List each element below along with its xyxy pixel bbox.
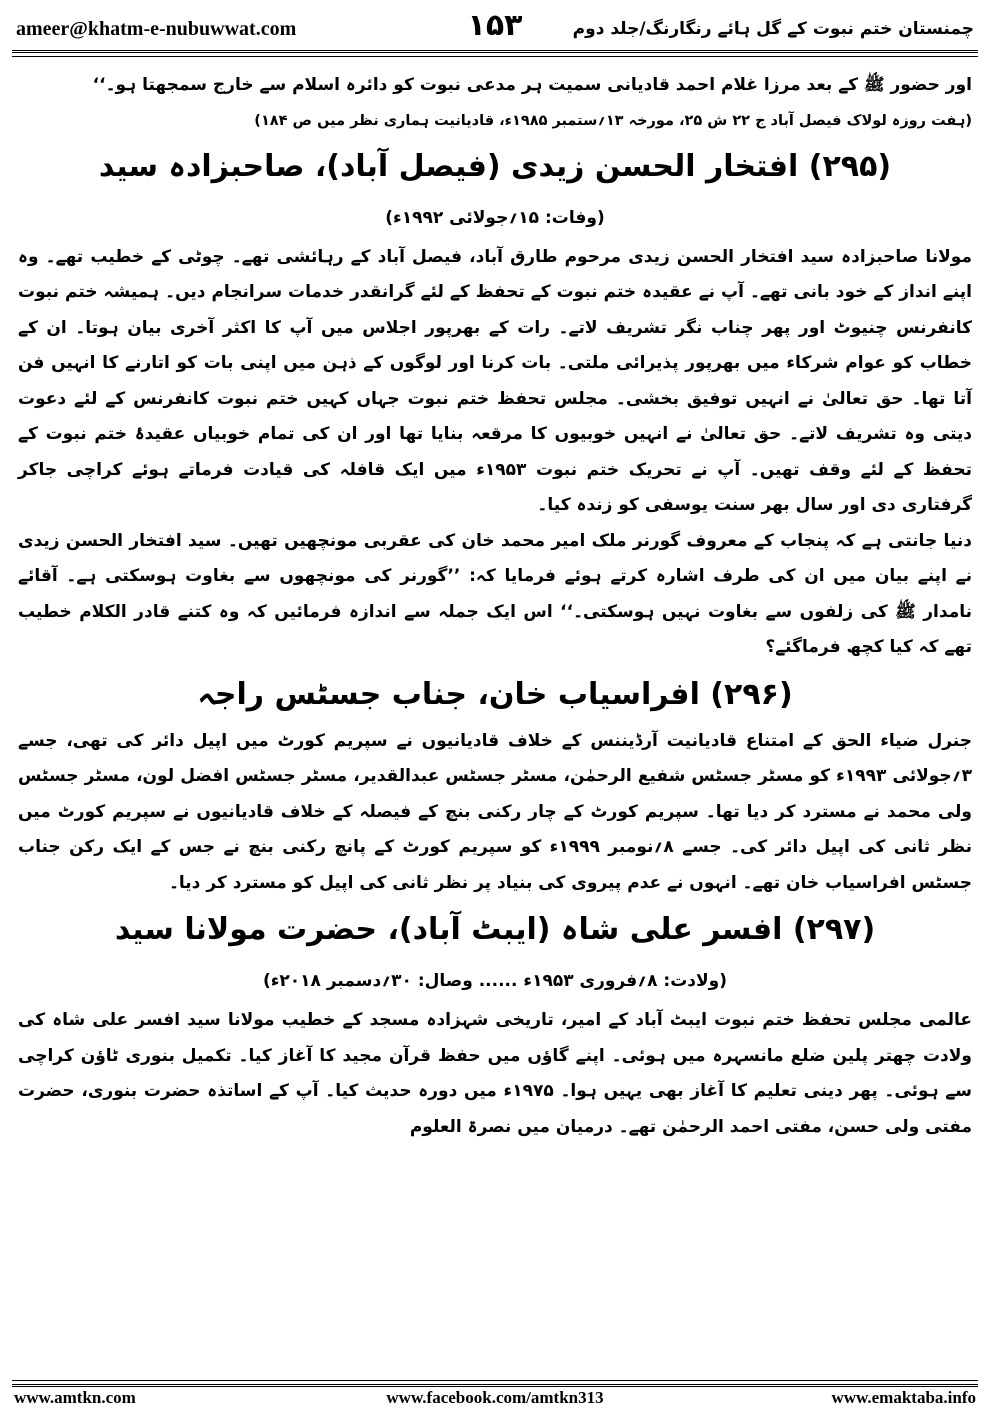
footer-link-facebook[interactable]: www.facebook.com/amtkn313 <box>386 1388 604 1407</box>
page-footer <box>14 1386 976 1416</box>
section-dates: (وفات: ۱۵؍جولائی ۱۹۹۲ء) <box>385 207 605 228</box>
section-heading: (۲۹۵) افتخار الحسن زیدی (فیصل آباد)، صاحبزادہ سید <box>98 148 892 184</box>
header-rule <box>12 50 978 57</box>
section-heading: (۲۹۶) افراسیاب خان، جناب جسٹس راجہ <box>197 676 793 712</box>
page-number: ۱۵۳ <box>467 8 523 43</box>
section-paragraph: عالمی مجلس تحفظ ختم نبوت ایبٹ آباد کے امیر، تاریخی شہزادہ مسجد کے خطیب مولانا سید افسر علی شاہ کی ولادت چھتر پلین ضلع مانسہرہ میں ہوئی۔ اپنے گاؤں میں حفظ قرآن مجید کا آغاز کیا۔ تکمیل بنوری ٹاؤن کراچی سے ہوئی۔ پھر دینی تعلیم کا آغاز بھی یہیں ہوا۔ ۱۹۷۵ء میں دورہ حدیث کیا۔ آپ کے اساتذہ حضرت بنوری، حضرت مفتی ولی حسن، مفتی احمد الرحمٰن تھے۔ درمیان میں نصرۃ العلوم <box>18 1010 972 1137</box>
section-paragraph: جنرل ضیاء الحق کے امتناع قادیانیت آرڈیننس کے خلاف قادیانیوں نے سپریم کورٹ میں اپیل دائر کی تھی، جسے ۳؍جولائی ۱۹۹۳ء کو مسٹر جسٹس شفیع الرحمٰن، مسٹر جسٹس عبدالقدیر، مسٹر جسٹس افضل لون، مسٹر جسٹس ولی محمد نے مسترد کر دیا تھا۔ سپریم کورٹ کے چار رکنی بنچ کے فیصلہ کے خلاف قادیانیوں نے سپریم کورٹ میں نظر ثانی کی اپیل دائر کی۔ جسے ۸؍نومبر ۱۹۹۹ء کو سپریم کورٹ کے پانچ رکنی بنچ نے جس کے ایک رکن جناب جسٹس افراسیاب خان تھے۔ انہوں نے عدم پیروی کی بنیاد پر نظر ثانی کی اپیل کو مسترد کر دیا۔ <box>18 730 973 893</box>
section-paragraph: دنیا جانتی ہے کہ پنجاب کے معروف گورنر ملک امیر محمد خان کی عقربی مونچھیں تھیں۔ سید افتخار الحسن زیدی نے اپنے بیان میں ان کی طرف اشارہ کرتے ہوئے فرمایا کہ: ’’گورنر کی مونچھوں سے بغاوت ہوسکتی ہے۔ آقائے نامدار ﷺ کی زلفوں سے بغاوت نہیں ہوسکتی۔‘‘ اس ایک جملہ سے اندازہ فرمائیں کہ وہ کتنے قادر الکلام خطیب تھے کہ کیا کچھ فرماگئے؟ <box>18 530 972 657</box>
footer-link-amtkn[interactable]: www.amtkn.com <box>14 1388 136 1407</box>
section-heading: (۲۹۷) افسر علی شاہ (ایبٹ آباد)، حضرت مولانا سید <box>114 912 876 947</box>
page-header <box>12 6 978 52</box>
book-title: چمنستان ختم نبوت کے گل ہائے رنگارنگ/جلد دوم <box>572 19 974 39</box>
continuation-text: اور حضور ﷺ کے بعد مرزا غلام احمد قادیانی سمیت ہر مدعی نبوت کو دائرہ اسلام سے خارج سمجھتا ہو۔‘‘ <box>92 75 972 95</box>
section-dates: (ولادت: ۸؍فروری ۱۹۵۳ء ...... وصال: ۳۰؍دسمبر ۲۰۱۸ء) <box>262 971 728 991</box>
footer-link-emaktaba[interactable]: www.emaktaba.info <box>831 1388 976 1407</box>
section-paragraph: مولانا صاحبزادہ سید افتخار الحسن زیدی مرحوم طارق آباد، فیصل آباد کے رہائشی تھے۔ چوٹی کے خطیب تھے۔ وہ اپنے انداز کے خود بانی تھے۔ آپ نے عقیدہ ختم نبوت کے تحفظ کے لئے گرانقدر خدمات سرانجام دیں۔ ہمیشہ ختم نبوت کانفرنس چنیوٹ اور پھر چناب نگر تشریف لاتے۔ رات کے بھرپور اجلاس میں آپ کا اکثر آخری بیان ہوتا۔ ان کے خطاب کو عوام شرکاء میں بھرپور پذیرائی ملتی۔ بات کرنا اور لوگوں کے ذہن میں اپنی بات کو اتارنے کا انہیں فن آتا تھا۔ حق تعالیٰ نے انہیں توفیق بخشی۔ مجلس تحفظ ختم نبوت جہاں کہیں ختم نبوت کانفرنس کے لئے دعوت دیتی وہ تشریف لاتے۔ حق تعالیٰ نے انہیں خوبیوں کا مرقعہ بنایا تھا اور ان کی تمام خوبیاں عقیدۂ ختم نبوت کے تحفظ کے لئے وقف تھیں۔ آپ نے تحریک ختم نبوت ۱۹۵۳ء میں ایک قافلہ کی قیادت فرماتے ہوئے کراچی جاکر گرفتاری دی اور سال بھر سنت یوسفی کو زندہ کیا۔ <box>18 246 972 515</box>
continuation-reference: (ہفت روزہ لولاک فیصل آباد ج ۲۲ ش ۲۵، مورخہ ۱۳؍ستمبر ۱۹۸۵ء، قادیانیت ہماری نظر میں ص ۱۸۴) <box>254 112 972 129</box>
section-297 <box>18 901 972 1145</box>
page-body <box>18 68 972 1145</box>
header-email: ameer@khatm-e-nubuwwat.com <box>16 18 297 40</box>
section-296 <box>18 666 972 902</box>
section-295 <box>18 138 972 666</box>
